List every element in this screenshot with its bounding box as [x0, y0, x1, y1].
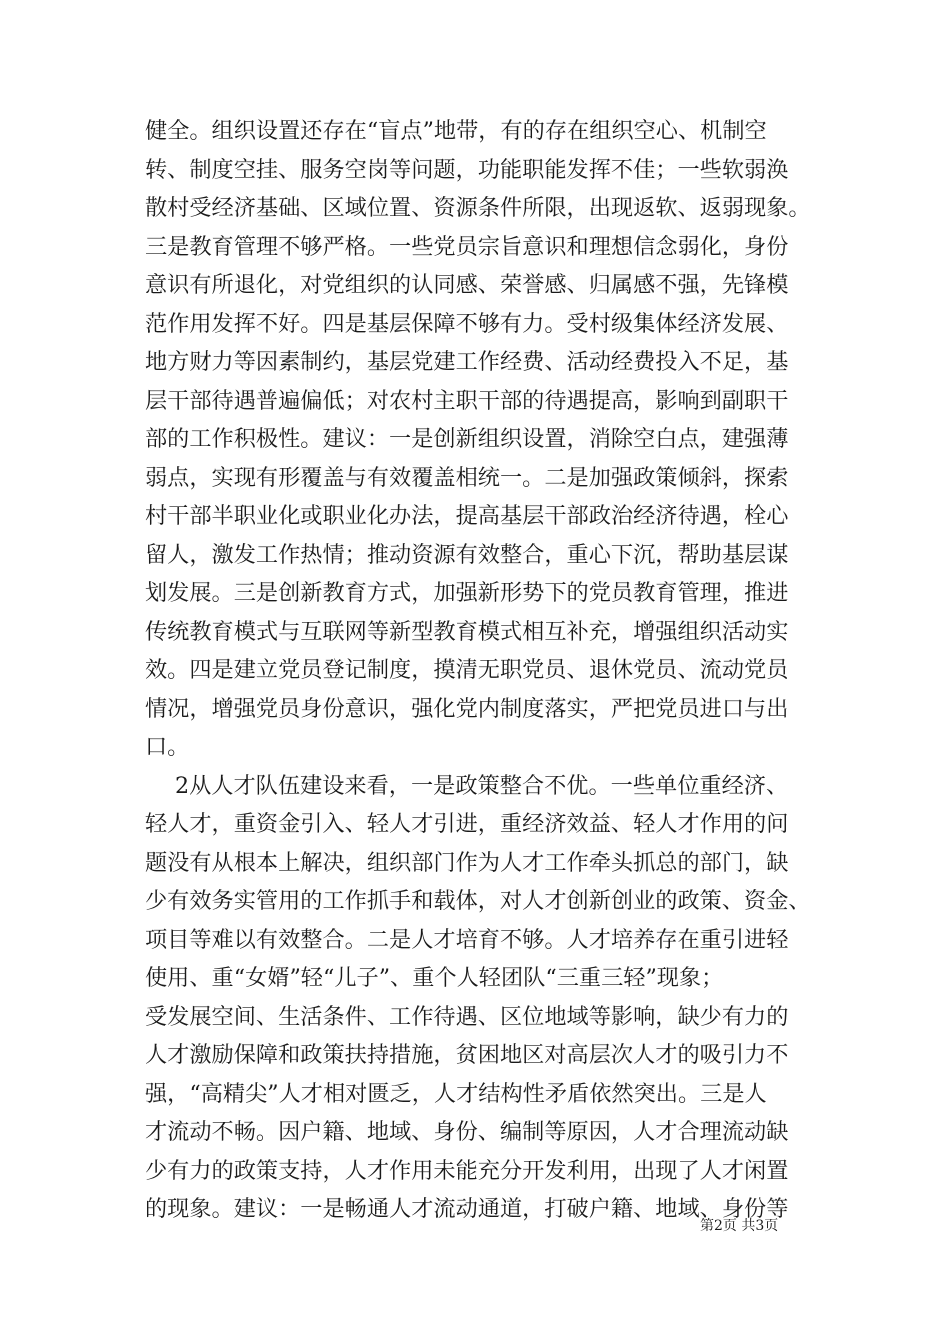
text-line: 受发展空间、生活条件、工作待遇、区位地域等影响，缺少有力的 [145, 1003, 789, 1030]
text-line: 项目等难以有效整合。二是人才培育不够。人才培养存在重引进轻 [145, 926, 789, 953]
text-line: 部的工作积极性。建议：一是创新组织设置，消除空白点，建强薄 [145, 426, 789, 452]
text-line: 轻人才，重资金引入、轻人才引进，重经济效益、轻人才作用的问 [145, 811, 789, 837]
text-line: 留人，激发工作热情；推动资源有效整合，重心下沉，帮助基层谋 [145, 541, 789, 568]
page-number-footer: 第2页 共3页 [700, 1218, 779, 1234]
text-line: 传统教育模式与互联网等新型教育模式相互补充，增强组织活动实 [145, 618, 789, 645]
text-line: 少有力的政策支持，人才作用未能充分开发利用，出现了人才闲置 [145, 1157, 789, 1184]
text-line: 地方财力等因素制约，基层党建工作经费、活动经费投入不足，基 [145, 349, 789, 375]
text-line: 散村受经济基础、区域位置、资源条件所限，出现返软、返弱现象。 [145, 195, 811, 221]
text-line: 情况，增强党员身份意识，强化党内制度落实，严把党员进口与出 [145, 695, 789, 722]
text-line: 范作用发挥不好。四是基层保障不够有力。受村级集体经济发展、 [145, 310, 789, 337]
text-line: 层干部待遇普遍偏低；对农村主职干部的待遇提高，影响到副职干 [145, 387, 789, 414]
text-line: 划发展。三是创新教育方式，加强新形势下的党员教育管理，推进 [145, 580, 789, 606]
text-line: 人才激励保障和政策扶持措施，贫困地区对高层次人才的吸引力不 [145, 1042, 789, 1068]
text-line: 健全。组织设置还存在“盲点”地带，有的存在组织空心、机制空 [145, 118, 767, 144]
text-line: 使用、重“女婿”轻“儿子”、重个人轻团队“三重三轻”现象； [145, 965, 724, 991]
text-line: 口。 [145, 734, 190, 760]
text-line: 转、制度空挂、服务空岗等问题，功能职能发挥不佳；一些软弱涣 [145, 156, 789, 183]
text-line: 强，“高精尖”人才相对匮乏，人才结构性矛盾依然突出。三是人 [145, 1080, 767, 1107]
text-line: 的现象。建议：一是畅通人才流动通道，打破户籍、地域、身份等 [145, 1196, 789, 1222]
text-line: 效。四是建立党员登记制度，摸清无职党员、退休党员、流动党员 [145, 657, 789, 683]
body-text [145, 112, 811, 1229]
text-line: 少有效务实管用的工作抓手和载体，对人才创新创业的政策、资金、 [145, 888, 811, 914]
text-line: 弱点，实现有形覆盖与有效覆盖相统一。二是加强政策倾斜，探索 [145, 464, 789, 491]
text-line: 三是教育管理不够严格。一些党员宗旨意识和理想信念弱化，身份 [145, 233, 789, 260]
text-line: 意识有所退化，对党组织的认同感、荣誉感、归属感不强，先锋模 [145, 272, 789, 298]
text-line: 村干部半职业化或职业化办法，提高基层干部政治经济待遇，栓心 [145, 503, 789, 529]
text-line: 才流动不畅。因户籍、地域、身份、编制等原因，人才合理流动缺 [145, 1119, 789, 1145]
paragraph-start-line: 2从人才队伍建设来看，一是政策整合不优。一些单位重经济、 [175, 772, 789, 799]
text-line: 题没有从根本上解决，组织部门作为人才工作牵头抓总的部门，缺 [145, 849, 789, 876]
